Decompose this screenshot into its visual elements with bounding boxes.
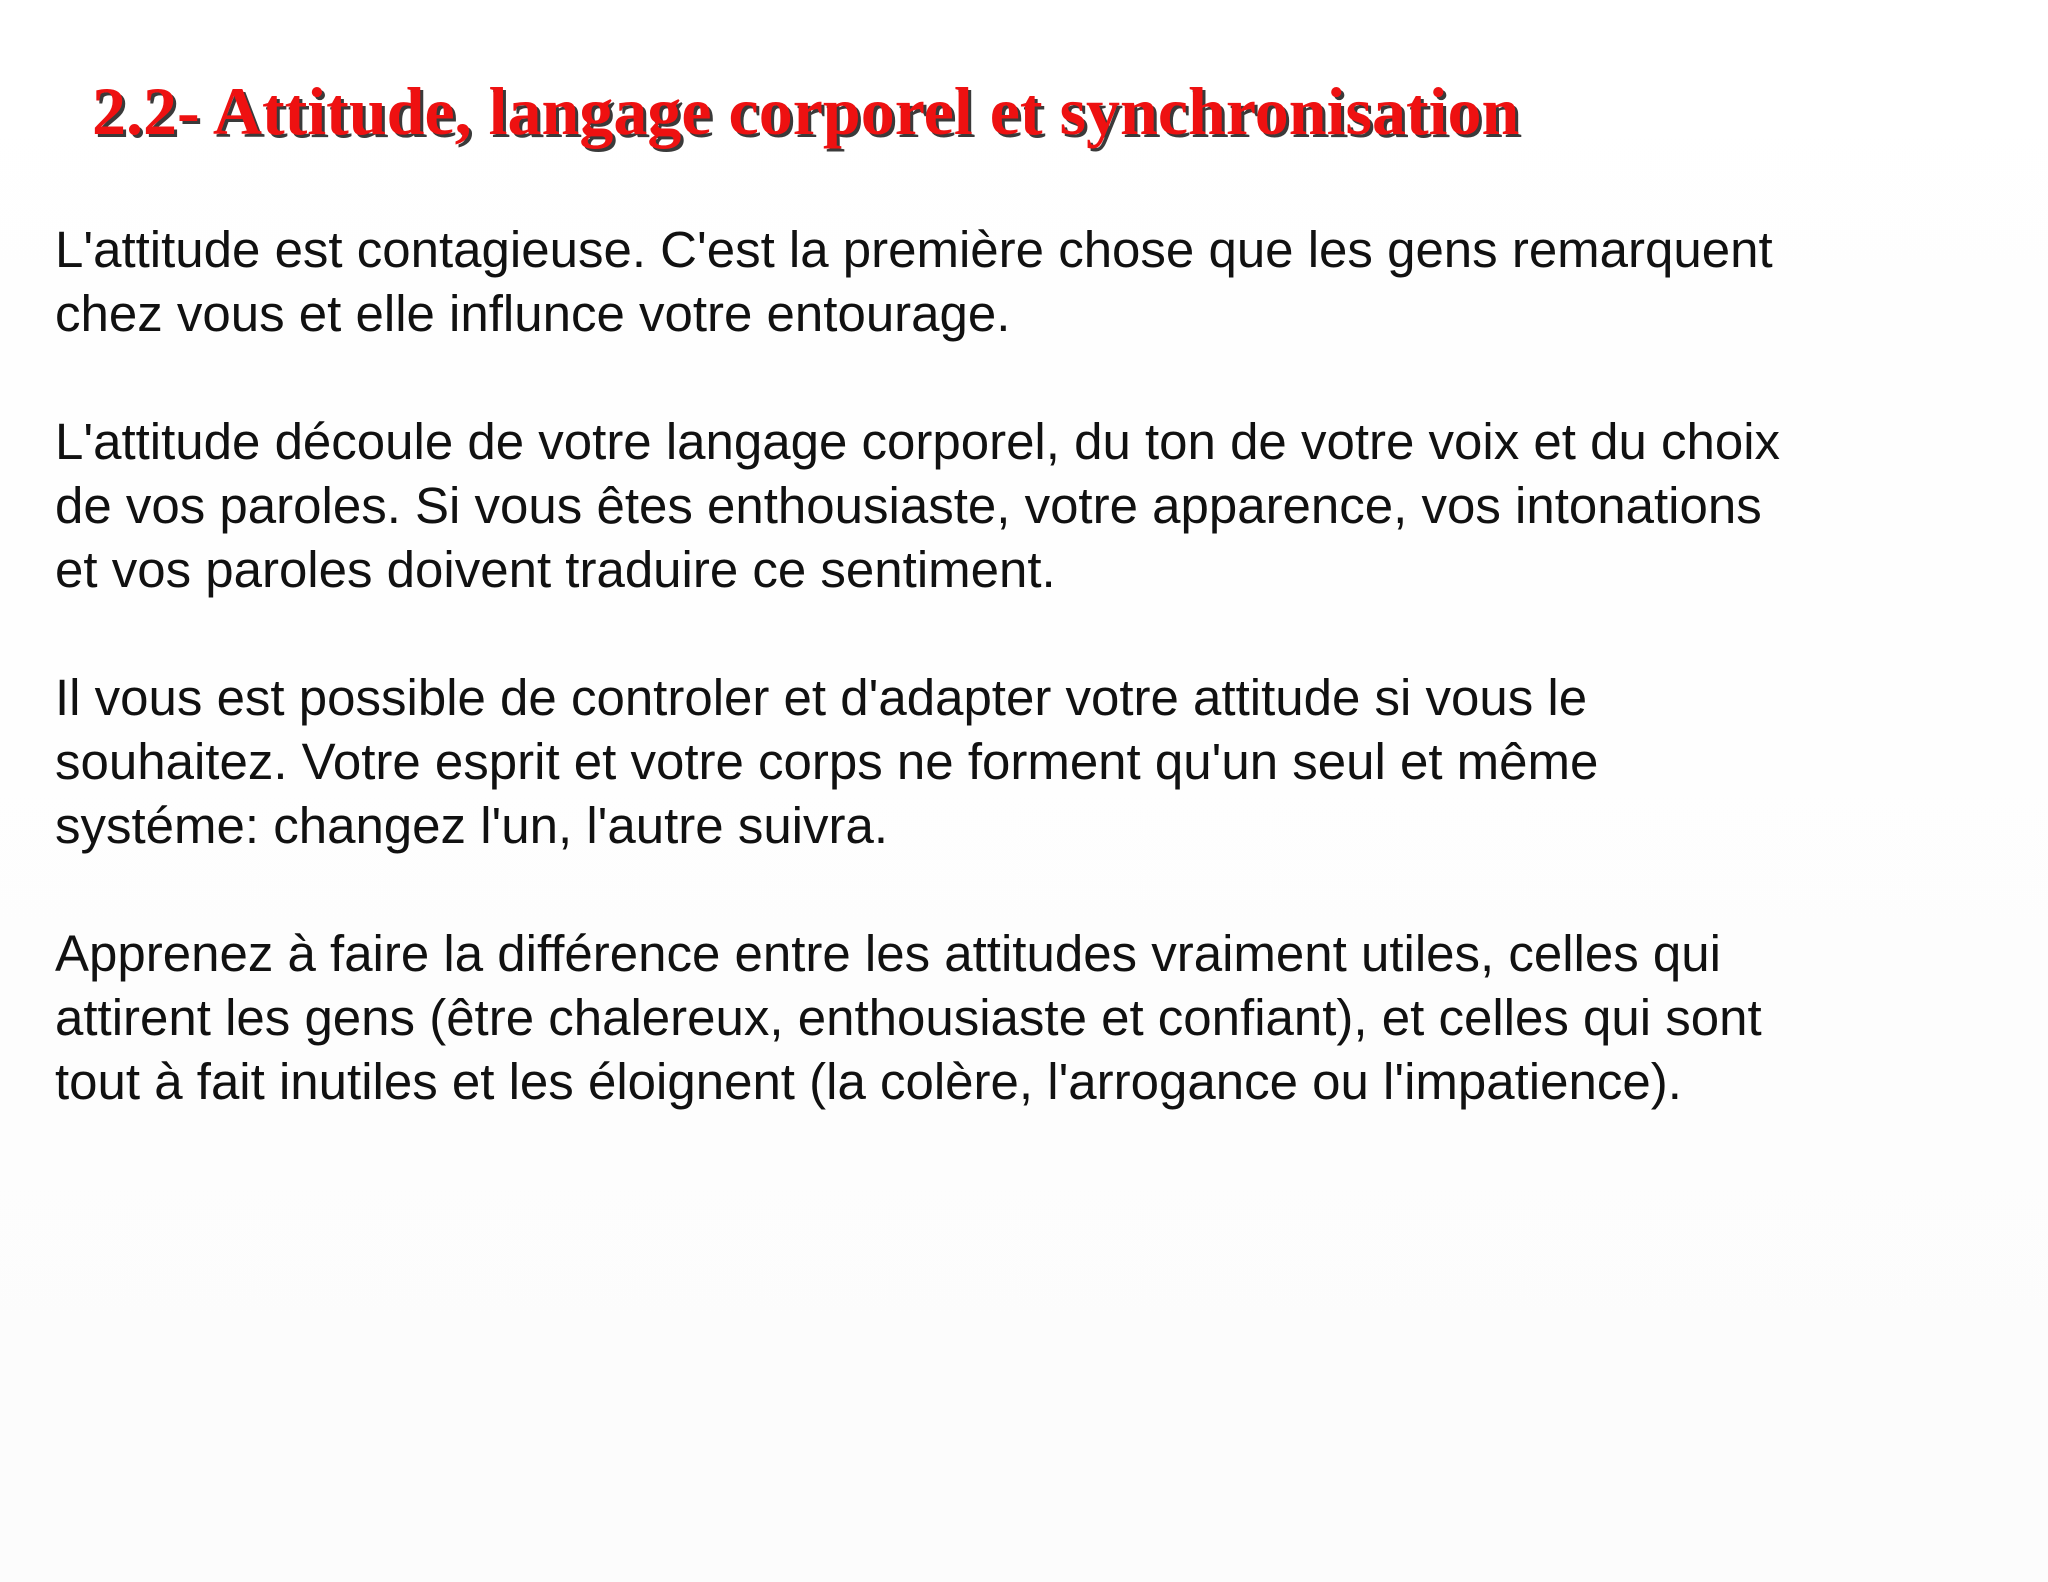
paragraph-attitude-control: Il vous est possible de controler et d'adapter votre attitude si vous le souhaitez. Votre esprit et votre corps ne forment qu'un seul et même systéme: changez l'un, l'autre suivra. <box>55 669 1599 854</box>
paragraph-attitude-difference: Apprenez à faire la différence entre les attitudes vraiment utiles, celles qui attirent les gens (être chalereux, enthousiaste et confiant), et celles qui sont tout à fait inutiles et les éloignent (la colère, l'arrogance ou l'impatience). <box>55 925 1762 1110</box>
paragraph-attitude-origin: L'attitude découle de votre langage corporel, du ton de votre voix et du choix de vos paroles. Si vous êtes enthousiaste, votre apparence, vos intonations et vos paroles doivent traduire ce sentiment. <box>55 413 1781 598</box>
paragraph-attitude-contagious: L'attitude est contagieuse. C'est la première chose que les gens remarquent chez vous et elle influnce votre entourage. <box>55 221 1773 342</box>
slide-body <box>55 218 2015 1114</box>
slide-title: 2.2- Attitude, langage corporel et synchronisation <box>92 73 1520 149</box>
